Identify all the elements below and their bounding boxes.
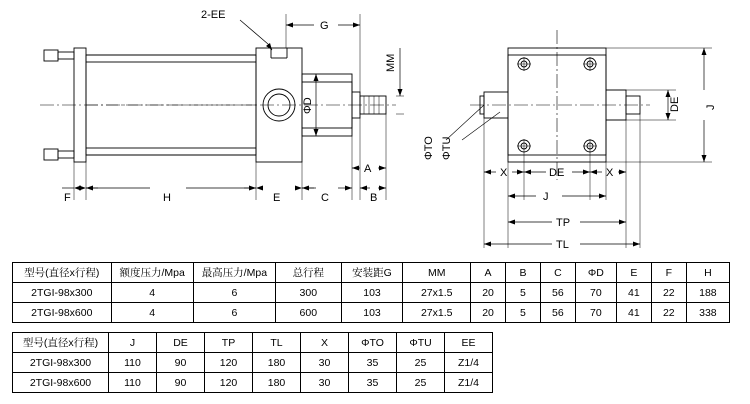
col-header: F — [651, 263, 686, 283]
col-header: ΦD — [575, 263, 616, 283]
col-header: TP — [205, 333, 253, 353]
cell: 103 — [341, 303, 403, 323]
label-de-right: DE — [669, 96, 681, 112]
cell: 180 — [253, 353, 301, 373]
cell: 70 — [575, 303, 616, 323]
cell: 6 — [193, 283, 275, 303]
col-header: C — [540, 263, 575, 283]
col-header: E — [616, 263, 651, 283]
cell: 5 — [506, 283, 541, 303]
cell: 338 — [686, 303, 729, 323]
cell: 70 — [575, 283, 616, 303]
col-header: EE — [445, 333, 493, 353]
col-header: ΦTU — [397, 333, 445, 353]
cell: 56 — [540, 283, 575, 303]
label-tl: TL — [556, 239, 569, 251]
col-header: J — [109, 333, 157, 353]
cell: 5 — [506, 303, 541, 323]
cell: 2TGI-98x600 — [13, 373, 109, 393]
col-header: MM — [403, 263, 471, 283]
col-header: 额度压力/Mpa — [111, 263, 193, 283]
cell: 110 — [109, 373, 157, 393]
label-g: G — [320, 20, 329, 32]
col-header: A — [471, 263, 506, 283]
cell: 27x1.5 — [403, 303, 471, 323]
col-header: B — [506, 263, 541, 283]
cell: 2TGI-98x300 — [13, 283, 112, 303]
cell: 25 — [397, 353, 445, 373]
cell: Z1/4 — [445, 373, 493, 393]
table-row — [13, 283, 730, 303]
label-de-bottom: DE — [549, 167, 565, 179]
cell: 300 — [275, 283, 341, 303]
cell: 20 — [471, 303, 506, 323]
table-row — [13, 303, 730, 323]
col-header: X — [301, 333, 349, 353]
cell: 4 — [111, 283, 193, 303]
cell: 6 — [193, 303, 275, 323]
table-header-row — [13, 333, 493, 353]
cell: 110 — [109, 353, 157, 373]
label-2-ee: 2-EE — [201, 9, 226, 21]
cell: Z1/4 — [445, 353, 493, 373]
cell: 2TGI-98x300 — [13, 353, 109, 373]
spec-table-1 — [12, 262, 730, 323]
cell: 4 — [111, 303, 193, 323]
table-header-row — [13, 263, 730, 283]
col-header: TL — [253, 333, 301, 353]
cell: 90 — [157, 353, 205, 373]
label-a: A — [364, 163, 372, 175]
cell: 41 — [616, 303, 651, 323]
spec-table-2 — [12, 332, 493, 393]
label-j-right: J — [705, 104, 717, 110]
label-x-left: X — [500, 167, 508, 179]
col-header: 型号(直径x行程) — [13, 263, 112, 283]
cell: 103 — [341, 283, 403, 303]
table-row — [13, 353, 493, 373]
label-x-right: X — [606, 167, 614, 179]
label-phi-d: ΦD — [302, 97, 314, 114]
label-j-bottom: J — [543, 191, 549, 203]
col-header: 安装距G — [341, 263, 403, 283]
col-header: 型号(直径x行程) — [13, 333, 109, 353]
cell: 30 — [301, 353, 349, 373]
label-tp: TP — [556, 217, 571, 229]
label-phi-tu: ΦTU — [441, 136, 453, 160]
col-header: ΦTO — [349, 333, 397, 353]
cell: 120 — [205, 353, 253, 373]
col-header: DE — [157, 333, 205, 353]
cell: 35 — [349, 353, 397, 373]
cell: 2TGI-98x600 — [13, 303, 112, 323]
col-header: 总行程 — [275, 263, 341, 283]
cell: 30 — [301, 373, 349, 393]
label-c: C — [321, 192, 329, 204]
table-row — [13, 373, 493, 393]
label-mm: MM — [385, 53, 397, 72]
label-e: E — [273, 192, 281, 204]
cell: 90 — [157, 373, 205, 393]
cell: 41 — [616, 283, 651, 303]
cell: 120 — [205, 373, 253, 393]
col-header: H — [686, 263, 729, 283]
cell: 25 — [397, 373, 445, 393]
label-phi-to: ΦTO — [423, 136, 435, 160]
label-f: F — [64, 192, 71, 204]
cell: 600 — [275, 303, 341, 323]
cell: 188 — [686, 283, 729, 303]
cell: 27x1.5 — [403, 283, 471, 303]
label-h: H — [163, 192, 171, 204]
cell: 22 — [651, 283, 686, 303]
cell: 180 — [253, 373, 301, 393]
label-b: B — [370, 192, 378, 204]
spec-tables — [12, 262, 740, 393]
cell: 22 — [651, 303, 686, 323]
cell: 35 — [349, 373, 397, 393]
col-header: 最高压力/Mpa — [193, 263, 275, 283]
cell: 56 — [540, 303, 575, 323]
cell: 20 — [471, 283, 506, 303]
